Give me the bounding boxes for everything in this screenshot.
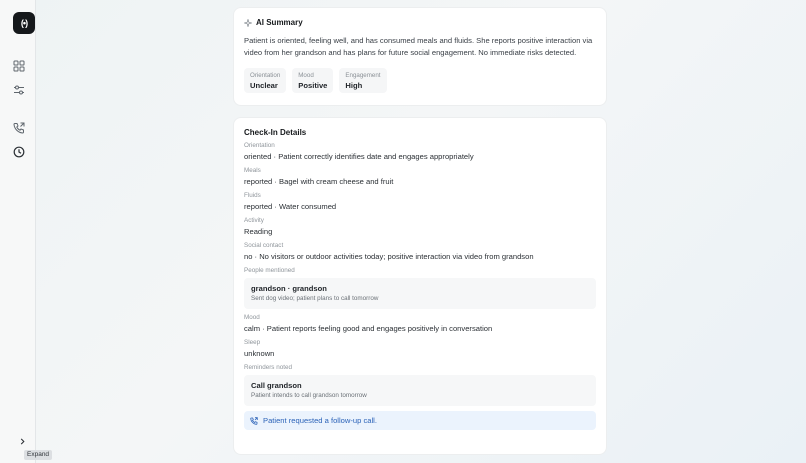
field-label: Fluids [244, 192, 261, 199]
ai-summary-title [244, 18, 596, 27]
check-in-details-card [233, 117, 607, 455]
field-label: Meals [244, 167, 261, 174]
expand-tooltip: Expand [24, 450, 52, 460]
field-value: reported · Bagel with cream cheese and fruit [244, 177, 394, 186]
field-label: Reminders noted [244, 364, 292, 371]
stat-mood [292, 68, 333, 93]
person-title: grandson · grandson [251, 284, 327, 293]
stat-label: Orientation [250, 71, 281, 79]
clock-icon[interactable] [12, 145, 26, 159]
stat-value: High [345, 80, 363, 90]
stat-label: Mood [298, 71, 314, 79]
summary-stats [244, 68, 596, 93]
ai-summary-text: Patient is oriented, feeling well, and has consumed meals and fluids. She reports positive interaction via video from her grandson and has plans for future social engagement. No immediate risks detected. [244, 36, 593, 58]
sliders-icon[interactable] [12, 83, 26, 97]
person-item [244, 278, 596, 309]
expand-button[interactable] [15, 434, 29, 448]
field-label: Orientation [244, 142, 275, 149]
field-fluids [244, 191, 596, 212]
sidebar [0, 0, 36, 463]
follow-up-callout [244, 411, 596, 430]
field-label: People mentioned [244, 267, 295, 274]
stat-label: Engagement [345, 71, 381, 79]
field-reminders-noted [244, 363, 596, 406]
reminder-item [244, 375, 596, 406]
field-social-contact [244, 241, 596, 262]
ai-summary-title-text: AI Summary [256, 18, 303, 27]
field-sleep [244, 338, 596, 359]
reminder-note: Patient intends to call grandson tomorrow [251, 392, 367, 399]
phone-icon[interactable] [12, 121, 26, 135]
field-mood [244, 313, 596, 334]
stat-value: Unclear [250, 80, 278, 90]
chevron-right-icon [19, 438, 26, 445]
grid-icon[interactable] [12, 59, 26, 73]
ai-summary-card [233, 7, 607, 106]
follow-up-text: Patient requested a follow-up call. [263, 416, 377, 425]
check-in-details-title: Check-In Details [244, 128, 307, 137]
field-label: Activity [244, 217, 264, 224]
field-people-mentioned [244, 266, 596, 309]
field-label: Social contact [244, 242, 284, 249]
field-value: calm · Patient reports feeling good and engages positively in conversation [244, 324, 493, 333]
field-orientation [244, 141, 596, 162]
field-value: oriented · Patient correctly identifies date and engages appropriately [244, 152, 474, 161]
field-value: no · No visitors or outdoor activities today; positive interaction via video from grandson [244, 252, 534, 261]
phone-callback-icon [250, 417, 258, 425]
field-value: reported · Water consumed [244, 202, 337, 211]
field-activity [244, 216, 596, 237]
stat-orientation [244, 68, 286, 93]
person-note: Sent dog video; patient plans to call tomorrow [251, 295, 379, 302]
sparkle-icon [244, 19, 252, 27]
field-label: Sleep [244, 339, 261, 346]
stat-engagement [339, 68, 386, 93]
stat-value: Positive [298, 80, 328, 90]
field-meals [244, 166, 596, 187]
app-logo[interactable]: (•) [13, 12, 35, 34]
field-value: unknown [244, 349, 275, 358]
field-value: Reading [244, 227, 273, 236]
reminder-title: Call grandson [251, 381, 302, 390]
field-label: Mood [244, 314, 260, 321]
